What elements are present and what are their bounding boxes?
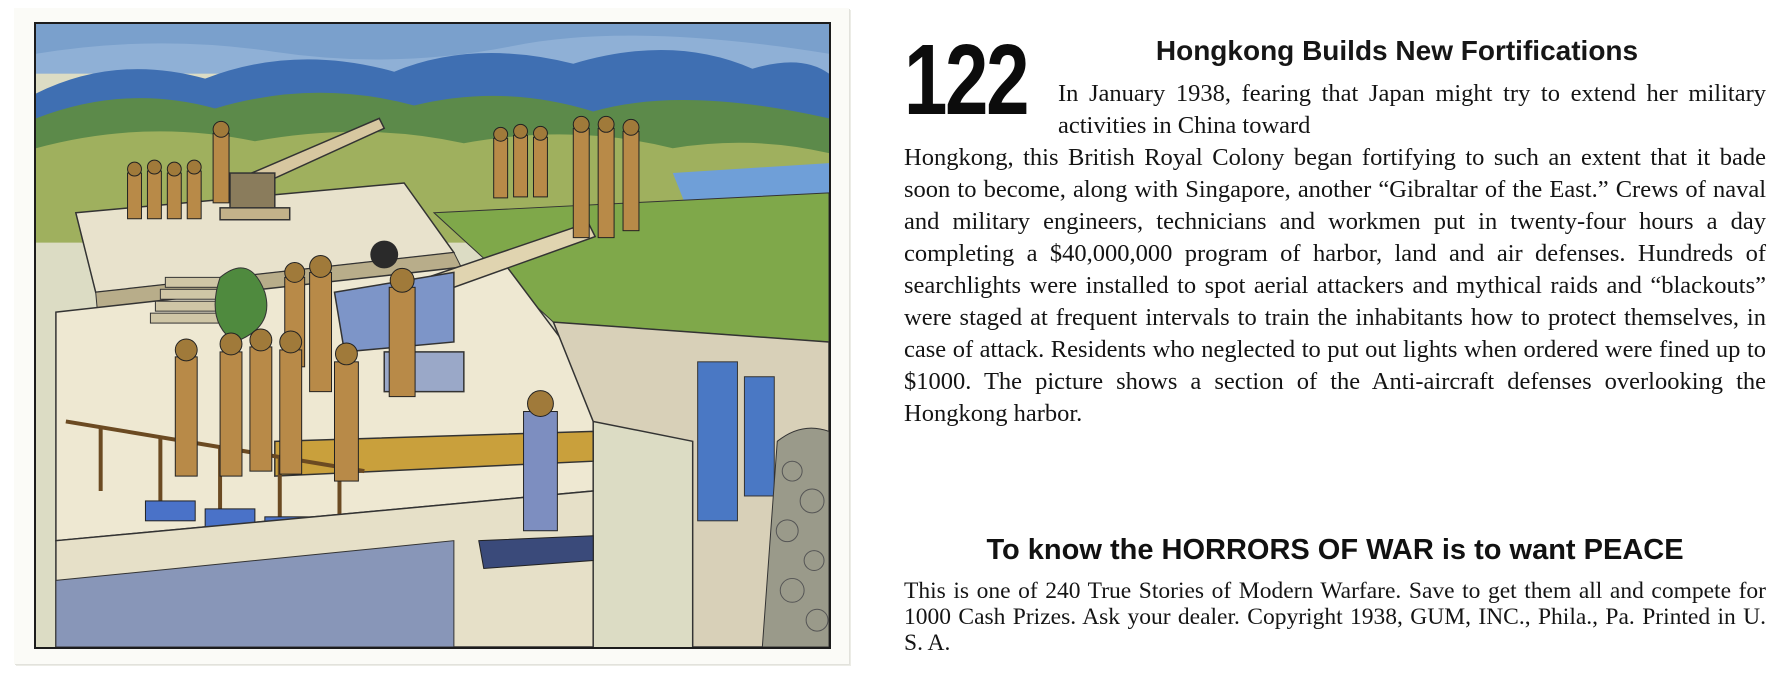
story-text-first-lines: In January 1938, fearing that Japan might try to extend her military activities in China toward xyxy=(1058,80,1766,139)
card-back xyxy=(882,8,1774,664)
card-title: Hongkong Builds New Fortifications xyxy=(1155,35,1639,66)
card-front xyxy=(14,8,849,664)
anti-aircraft-battery-illustration xyxy=(34,22,831,649)
series-footer: This is one of 240 True Stories of Modern Warfare. Save to get them all and compete for 1000 Cash Prizes. Ask your dealer. Copyright 1938, GUM, INC., Phila., Pa. Printed in U. S. A. xyxy=(904,578,1766,656)
card-number: 122 xyxy=(904,24,1028,136)
story-text: Hongkong, this British Royal Colony began fortifying to such an extent that it bade soon to become, along with Singapore, another “Gibraltar of the East.” Crews of naval and military engineers, technicians and workmen put in twenty-four hours a day completing a $40,000,000 program of harbor, land and air defenses. Hundreds of searchlights were installed to spot aerial attackers and mythical raids and “blackouts” were staged at frequent intervals to train the inhabitants how to protect themselves, in case of attack. Residents who neglected to put out lights when ordered were fined up to $1000. The picture shows a section of the Anti-aircraft defenses overlooking the Hongkong harbor. xyxy=(904,144,1766,427)
peace-slogan: To know the HORRORS OF WAR is to want PEACE xyxy=(986,534,1684,566)
card-gap xyxy=(852,0,882,673)
illustration-artwork xyxy=(36,24,829,647)
